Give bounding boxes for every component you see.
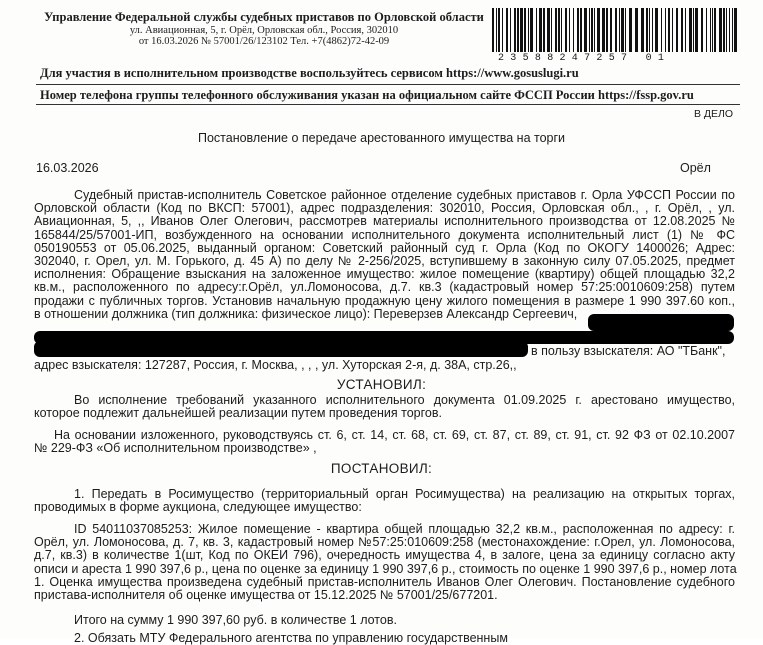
barcode-bar (565, 8, 567, 52)
barcode-bar (649, 8, 650, 52)
barcode-bar (732, 8, 733, 52)
text-line: проводимых в форме аукциона, следующее имущество: (34, 500, 362, 515)
text-line: д.7, кв.3) в количестве 1(шт, Код по ОКЕИ 796), очередность имущества 4, в залоге, цена за единицу согласно акту (34, 548, 735, 563)
address-line-2: от 16.03.2026 № 57001/26/123102 Тел. +7(4862)72-42-09 (138, 36, 390, 47)
barcode-bar (584, 8, 587, 52)
redaction-mark (588, 314, 734, 331)
document-date: 16.03.2026 (36, 161, 99, 175)
barcode-bar (714, 8, 716, 52)
barcode-bar (723, 8, 725, 52)
divider (36, 84, 740, 85)
barcode-bar (681, 8, 683, 52)
text-line: описи и ареста 1 990 397,6 р., цена по оценке за единицу 1 990 397,6 р., стоимость по оценке 1 990 397,6 р., номер лота (34, 561, 737, 576)
text-line: 302040, г. Орел, ул. М. Горького, д. 45 А) по делу № 2-256/2025, вступившему в законную силу 07.05.2025, предмет (34, 254, 735, 269)
barcode-bar (629, 8, 632, 52)
barcode-bar (655, 8, 658, 52)
barcode-bar (719, 8, 722, 52)
barcode-bar (569, 8, 570, 52)
barcode-bar (619, 8, 620, 52)
text-line: продажи с публичных торгов. Установив начальную продажную цену жилого помещения в размере 1 990 397.60 коп., (34, 293, 735, 308)
text-line: 1. Передать в Росимущество (территориальный орган Росимущества) на реализацию на открытых торгах, (74, 487, 735, 501)
text-line: 2. Обязать МТУ Федерального агентства по управлению государственным (74, 631, 508, 645)
barcode-bar (652, 8, 653, 52)
barcode-bar (555, 8, 557, 52)
barcode-bar (520, 8, 523, 52)
barcode-bar (597, 8, 600, 52)
text-line: исполнения: Обращение взыскания на заложенное имущество: жилое помещение (квартиру) общей площадью 32,2 (34, 267, 735, 282)
barcode-bar (615, 8, 617, 52)
barcode-image (490, 8, 740, 56)
barcode-bar (706, 8, 707, 52)
barcode-bar (734, 8, 737, 52)
barcode-bar (695, 8, 698, 52)
barcode-bar (492, 8, 494, 52)
document-city: Орёл (680, 161, 711, 175)
gosuslugi-notice: Для участия в исполнительном производстве воспользуйтесь сервисом https://www.gosuslugi.ru (40, 66, 579, 80)
barcode-bar (530, 8, 533, 52)
organization-address (40, 25, 488, 47)
barcode-bar (498, 8, 500, 52)
creditor-name: в пользу взыскателя: АО "ТБанк", (531, 344, 726, 358)
file-stamp: В ДЕЛО (694, 108, 734, 120)
text-line: которое подлежит дальнейшей реализации путем проведения торгов. (34, 406, 442, 421)
text-line: Орёл, ул. Ломоносова, д. 7, кв. 3, кадастровый номер №57:25:010609:258 (местонахождение: г.Орел, ул. Ломоносова, (34, 535, 735, 550)
text-line: Итого на сумму 1 990 397,60 руб. в количестве 1 лотов. (74, 613, 397, 627)
barcode-bar (573, 8, 574, 52)
barcode-bar (543, 8, 545, 52)
barcode-bar (524, 8, 526, 52)
barcode-bar (551, 8, 552, 52)
creditor-address: адрес взыскателя: 127287, Россия, г. Москва, , , , ул. Хуторская 2-я, д. 38А, стр.26,, (34, 358, 517, 372)
text-line: кв.м., расположенного по адресу:г.Орёл, ул.Ломоносова, д.7. кв.3 (кадастровый номер 57:25:0010609:258) путем (34, 280, 735, 295)
barcode-bar (502, 8, 503, 52)
item-2-paragraph (34, 632, 735, 645)
barcode-bar (625, 8, 626, 52)
barcode-bar (528, 8, 529, 52)
barcode-bar (536, 8, 537, 52)
barcode-bar (610, 8, 612, 52)
total-line (34, 614, 735, 627)
barcode-bar (689, 8, 692, 52)
barcode-bar (729, 8, 730, 52)
barcode-bar (676, 8, 678, 52)
text-line: № 229-ФЗ «Об исполнительном производстве» , (34, 441, 317, 456)
text-line: Авиационная, 5, ,, Иванов Олег Олегович, рассмотрев материалы исполнительного производства от 12.08.2025 № (34, 214, 735, 229)
barcode-bar (510, 8, 511, 52)
barcode-bar (641, 8, 644, 52)
document-title: Постановление о передаче арестованного имущества на торги (197, 131, 566, 145)
text-line: На основании изложенного, руководствуясь ст. 6, ст. 14, ст. 68, ст. 69, ст. 87, ст. 89, ст. 91, ст. 92 ФЗ от 02.10.2007 (54, 428, 735, 442)
address-line-1: ул. Авиационная, 5, г. Орёл, Орловская обл., Россия, 302010 (129, 25, 399, 36)
barcode-bar (606, 8, 608, 52)
phone-notice: Номер телефона группы телефонного обслуживания указан на официальном сайте ФССП России https://fssp.gov.ru (40, 88, 694, 102)
text-line: Во исполнение требований указанного исполнительного документа 01.09.2025 г. арестовано имущество, (74, 393, 735, 407)
text-line: Орловской области (Код по ВКСП: 57001), адрес подразделения: 302010, Россия, Орловская обл., , г. Орёл, , ул. (34, 201, 735, 216)
item-1-paragraph (34, 488, 735, 514)
barcode-bar (594, 8, 595, 52)
redaction-mark (34, 341, 528, 357)
barcode-bar (517, 8, 519, 52)
text-line: Судебный пристав-исполнитель Советское районное отделение судебных приставов г. Орла УФССП России по (74, 188, 735, 202)
barcode-bar (547, 8, 550, 52)
barcode-bar (693, 8, 694, 52)
barcode-bar (672, 8, 673, 52)
barcode-bar (646, 8, 648, 52)
text-line: в отношении должника (тип должника: физическое лицо): Переверзев Александр Сергеевич, (34, 306, 578, 321)
barcode-bar (561, 8, 562, 52)
text-line: 165844/25/57001-ИП, возбужденного на основании исполнительного документа исполнительный лист (1) № ФС (34, 227, 735, 242)
heading-decided: ПОСТАНОВИЛ: (330, 461, 433, 476)
text-line: ID 54011037085253: Жилое помещение - квартира общей площадью 32,2 кв.м., расположенная по адресу: г. (74, 522, 735, 536)
property-paragraph (34, 523, 735, 602)
text-line: пристава-исполнителя об оценке имущества от 15.12.2025 № 57001/25/677201. (34, 588, 498, 603)
barcode-bar (558, 8, 560, 52)
barcode-bar (506, 8, 508, 52)
divider (36, 104, 740, 105)
text-line: 050190553 от 05.06.2025, выданный органом: Советский районный суд г. Орла (Код по ОКОГУ 1400026; Адрес: (34, 240, 735, 255)
barcode-bar (635, 8, 638, 52)
barcode-bar (668, 8, 670, 52)
barcode-bar (685, 8, 686, 52)
established-paragraph (34, 394, 735, 420)
barcode-bar (710, 8, 711, 52)
barcode-bar (577, 8, 579, 52)
basis-paragraph (34, 429, 735, 455)
barcode-bar (580, 8, 582, 52)
barcode-bar (602, 8, 605, 52)
barcode-bar (621, 8, 624, 52)
barcode-bar (701, 8, 703, 52)
barcode-bar (661, 8, 662, 52)
barcode-bar (712, 8, 713, 52)
barcode-bar (514, 8, 516, 52)
barcode-number: 23588247257 01 (498, 53, 671, 64)
heading-established: УСТАНОВИЛ: (336, 377, 427, 392)
barcode-bar (589, 8, 590, 52)
barcode-bar (591, 8, 593, 52)
barcode-bar (665, 8, 666, 52)
barcode-bar (726, 8, 727, 52)
barcode-bar (539, 8, 542, 52)
intro-paragraph (34, 189, 735, 321)
organization-title: Управление Федеральной службы судебных приставов по Орловской области (44, 10, 484, 24)
barcode-bar (496, 8, 497, 52)
text-line: 1. Оценка имущества произведена судебный пристав-исполнитель Иванов Олег Олегович. Постановление судебного (34, 574, 735, 589)
